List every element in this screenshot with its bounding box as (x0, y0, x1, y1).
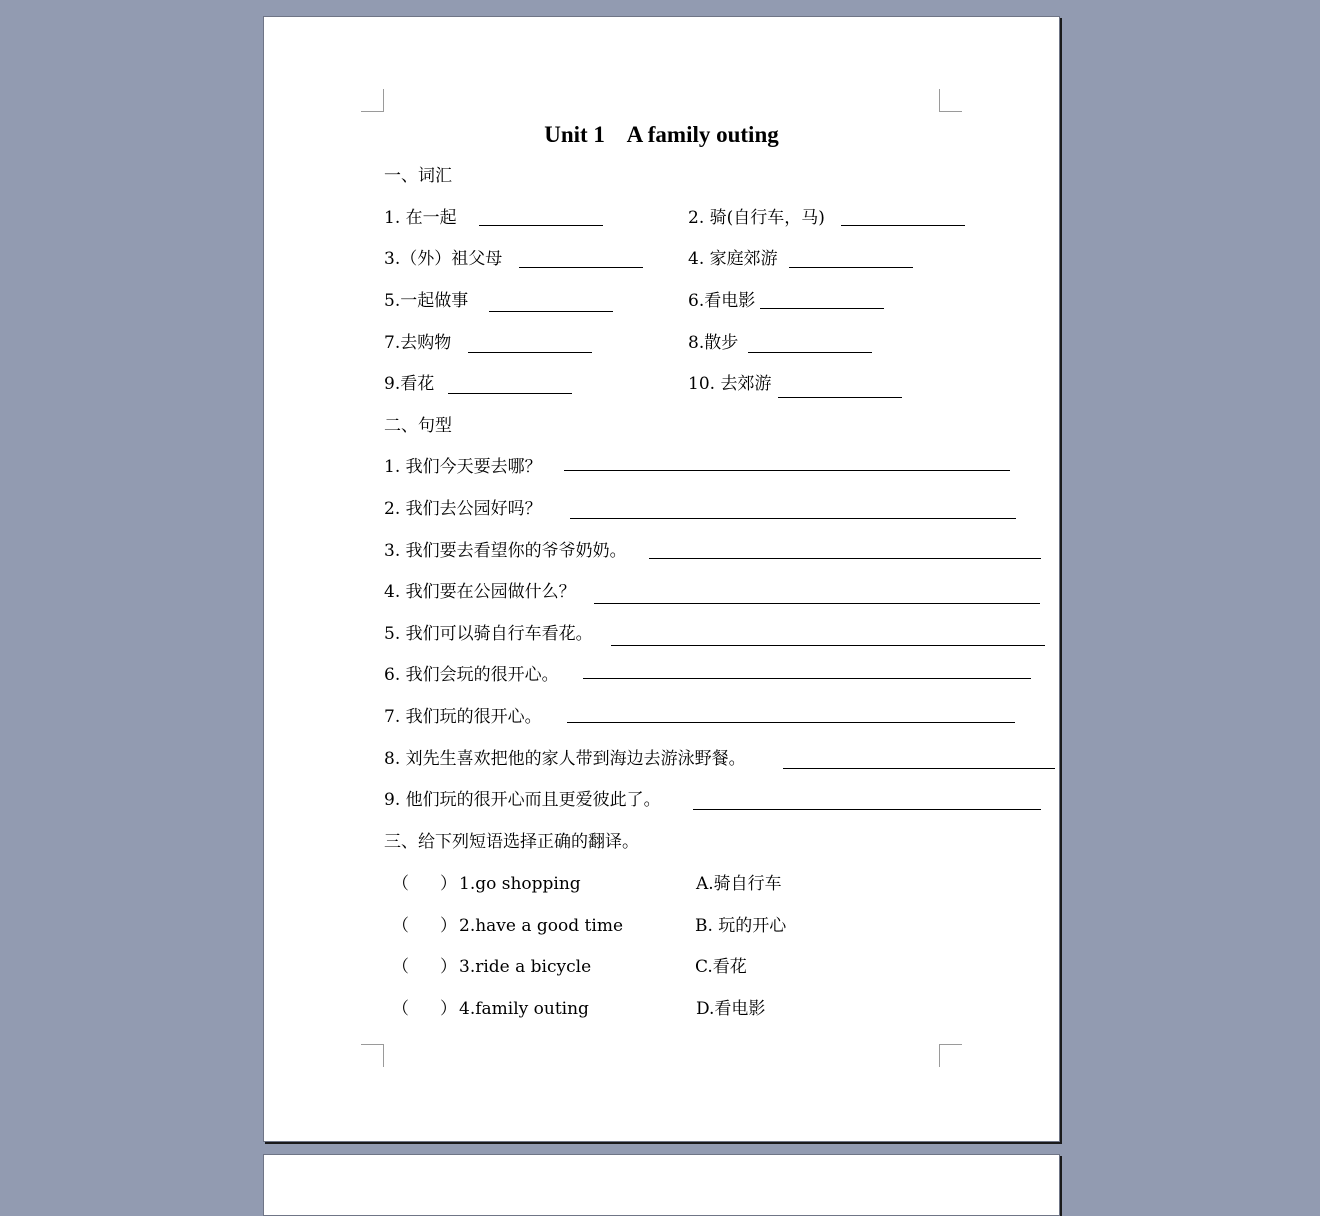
answer-paren-open[interactable]: （ (392, 916, 409, 936)
sentence-item: 5. 我们可以骑自行车看花。 (384, 624, 593, 644)
answer-blank[interactable] (748, 352, 872, 353)
answer-blank[interactable] (778, 397, 902, 398)
answer-line[interactable] (649, 558, 1041, 559)
answer-blank[interactable] (789, 267, 913, 268)
vocab-item: 5.一起做事 (384, 291, 469, 311)
sentence-item: 1. 我们今天要去哪？ (384, 457, 542, 477)
match-option: D.看电影 (696, 999, 766, 1019)
match-option: C.看花 (695, 957, 747, 977)
answer-paren-open[interactable]: （ (392, 957, 409, 977)
answer-line[interactable] (567, 722, 1015, 723)
vocab-item: 9.看花 (384, 374, 435, 394)
answer-blank[interactable] (841, 225, 965, 226)
vocab-item: 7.去购物 (384, 333, 452, 353)
section-heading-vocab: 一、词汇 (384, 166, 452, 186)
vocab-item: 10. 去郊游 (688, 374, 772, 394)
answer-blank[interactable] (489, 311, 613, 312)
answer-paren-close: ） (440, 874, 457, 894)
document-page (263, 16, 1060, 1142)
vocab-item: 3.（外）祖父母 (384, 249, 503, 269)
answer-blank[interactable] (448, 393, 572, 394)
answer-line[interactable] (594, 603, 1040, 604)
answer-paren-close: ） (440, 916, 457, 936)
sentence-item: 3. 我们要去看望你的爷爷奶奶。 (384, 541, 627, 561)
answer-paren-open[interactable]: （ (392, 999, 409, 1019)
answer-line[interactable] (564, 470, 1010, 471)
answer-blank[interactable] (519, 267, 643, 268)
margin-mark-top-right (939, 89, 962, 112)
vocab-item: 1. 在一起 (384, 208, 457, 228)
answer-line[interactable] (611, 645, 1045, 646)
section-heading-sentences: 二、句型 (384, 416, 452, 436)
answer-blank[interactable] (468, 352, 592, 353)
answer-line[interactable] (783, 768, 1055, 769)
match-option: A.骑自行车 (696, 874, 782, 894)
answer-paren-close: ） (440, 999, 457, 1019)
answer-line[interactable] (583, 678, 1031, 679)
sentence-item: 2. 我们去公园好吗？ (384, 499, 542, 519)
section-heading-matching: 三、给下列短语选择正确的翻译。 (384, 832, 639, 852)
margin-mark-bottom-left (361, 1044, 384, 1067)
sentence-item: 9. 他们玩的很开心而且更爱彼此了。 (384, 790, 661, 810)
answer-blank[interactable] (479, 225, 603, 226)
answer-line[interactable] (693, 809, 1041, 810)
vocab-item: 8.散步 (688, 333, 739, 353)
answer-paren-open[interactable]: （ (392, 874, 409, 894)
match-phrase: 3.ride a bicycle (459, 957, 592, 977)
match-phrase: 1.go shopping (459, 874, 581, 894)
next-document-page (263, 1154, 1060, 1216)
margin-mark-top-left (361, 89, 384, 112)
sentence-item: 4. 我们要在公园做什么？ (384, 582, 576, 602)
vocab-item: 4. 家庭郊游 (688, 249, 778, 269)
sentence-item: 7. 我们玩的很开心。 (384, 707, 542, 727)
page-title: Unit 1 A family outing (544, 122, 779, 147)
sentence-item: 8. 刘先生喜欢把他的家人带到海边去游泳野餐。 (384, 749, 746, 769)
answer-blank[interactable] (760, 308, 884, 309)
vocab-item: 6.看电影 (688, 291, 756, 311)
match-phrase: 4.family outing (459, 999, 589, 1019)
sentence-item: 6. 我们会玩的很开心。 (384, 665, 559, 685)
match-phrase: 2.have a good time (459, 916, 623, 936)
answer-line[interactable] (570, 518, 1016, 519)
vocab-item: 2. 骑(自行车，马) (688, 208, 825, 228)
margin-mark-bottom-right (939, 1044, 962, 1067)
match-option: B. 玩的开心 (695, 916, 787, 936)
answer-paren-close: ） (440, 957, 457, 977)
